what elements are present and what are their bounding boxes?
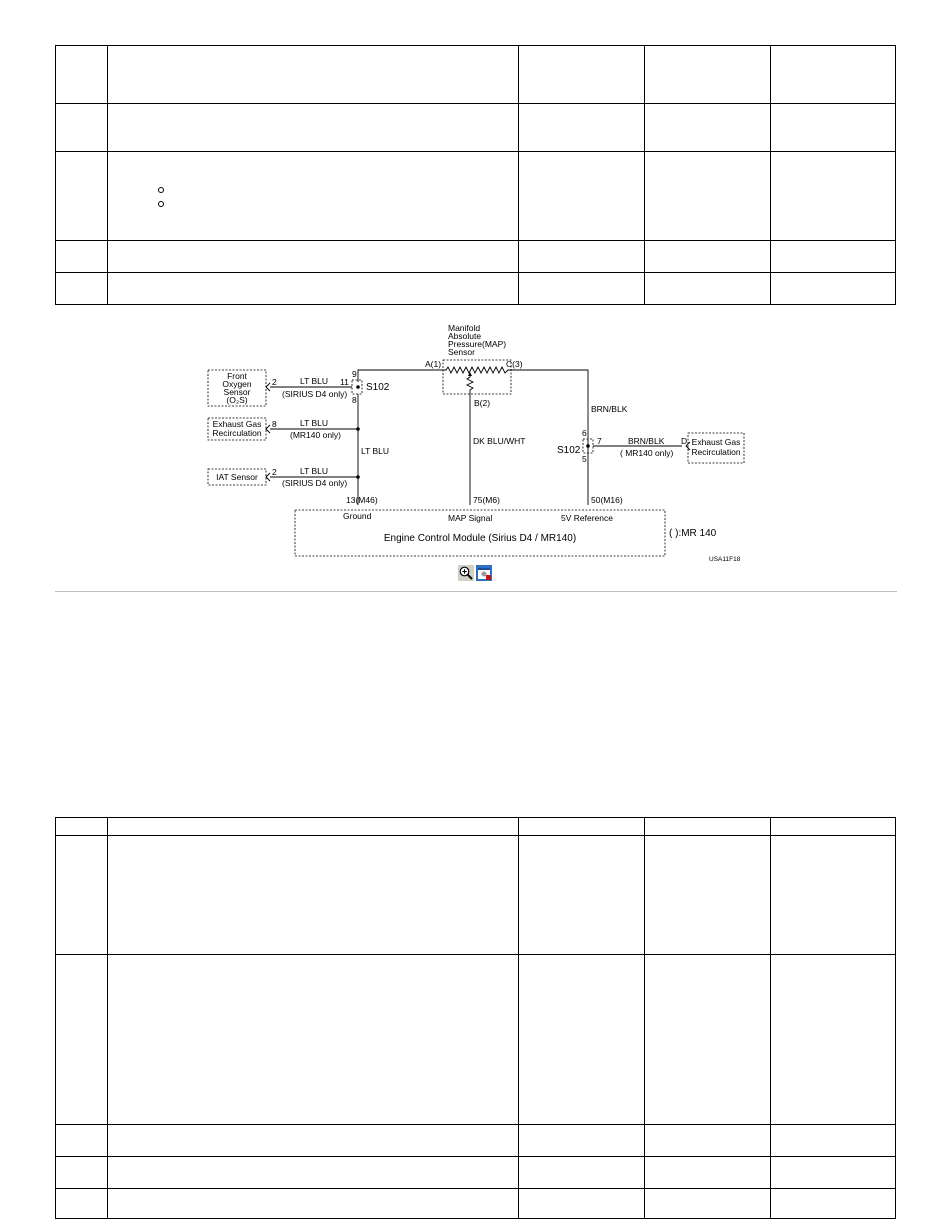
map-sensor-label-line-1: Manifold (448, 323, 481, 333)
table-cell (519, 836, 645, 955)
o2s-pin: 2 (272, 377, 277, 387)
map-pin-a: A(1) (425, 359, 442, 369)
ecm-pin-ground: 13(M46) (346, 495, 378, 505)
list-item (158, 194, 568, 208)
section-divider (55, 591, 897, 592)
ecm-label-ground: Ground (343, 511, 372, 521)
wire-brn-blk-vertical-label: BRN/BLK (591, 404, 628, 414)
table-cell (645, 955, 771, 1125)
table-cell (645, 836, 771, 955)
table-cell (519, 241, 645, 273)
iat-label: IAT Sensor (216, 472, 258, 482)
splice-right-pin-top: 6 (582, 428, 587, 438)
table-cell (771, 955, 896, 1125)
table-cell (519, 104, 645, 152)
ecm-note: ( ):MR 140 (669, 528, 717, 539)
magnifier-plus-icon[interactable] (458, 565, 474, 581)
wire-brn-blk-right-note: ( MR140 only) (620, 448, 674, 458)
map-sensor-wiper (467, 374, 473, 408)
table-cell (645, 1125, 771, 1157)
table-cell (645, 818, 771, 836)
map-pin-c: C(3) (506, 359, 523, 369)
wire-lt-blu-iat-label: LT BLU (300, 466, 329, 476)
table-cell (56, 104, 108, 152)
o2s-label-line-4: (O₂S) (226, 395, 248, 405)
table-cell (108, 241, 519, 273)
table-header-row (56, 818, 896, 836)
map-sensor-wiring-diagram (200, 322, 750, 572)
table-cell (56, 152, 108, 241)
splice-right-pin-bottom: 5 (582, 454, 587, 464)
table-row (56, 273, 896, 305)
ecm-pin-ref: 50(M16) (591, 495, 623, 505)
image-view-icon[interactable] (476, 565, 492, 581)
splice-right-label: S102 (557, 445, 581, 456)
figure-code: USA11F18 (709, 556, 741, 563)
table-row (56, 1157, 896, 1189)
o2s-label-line-1: Front (227, 371, 247, 381)
table-cell (771, 836, 896, 955)
table-cell (771, 1125, 896, 1157)
table-cell (56, 46, 108, 104)
table-row (56, 1189, 896, 1219)
table-row (56, 955, 896, 1125)
table-cell (519, 1189, 645, 1219)
table-cell (108, 152, 519, 241)
table-cell (519, 1125, 645, 1157)
table-cell (645, 1189, 771, 1219)
table-cell (771, 818, 896, 836)
ecm-label-map: MAP Signal (448, 513, 493, 523)
table-cell (519, 46, 645, 104)
egr-left-pin: 8 (272, 419, 277, 429)
splice-left-node (356, 385, 360, 389)
table-cell (519, 273, 645, 305)
table-row (56, 104, 896, 152)
table-cell (56, 273, 108, 305)
table-row (56, 836, 896, 955)
egr-right-label-line-2: Recirculation (691, 447, 741, 457)
hollow-bullet-icon (158, 201, 164, 207)
wire-dk-blu-wht-label: DK BLU/WHT (473, 436, 526, 446)
iat-pin: 2 (272, 467, 277, 477)
table-cell (519, 1157, 645, 1189)
diagram-toolbar (458, 565, 494, 583)
table-cell (108, 955, 519, 1125)
map-pin-b: B(2) (474, 398, 491, 408)
splice-left-label: S102 (366, 382, 390, 393)
egr-right-label-line-1: Exhaust Gas (691, 437, 741, 447)
table-cell (771, 1157, 896, 1189)
ecm-title: Engine Control Module (Sirius D4 / MR140) (383, 533, 577, 544)
table-cell (771, 46, 896, 104)
egr-left-connector-icon (266, 425, 270, 433)
list-item (158, 180, 568, 194)
diagnostic-table-top (55, 45, 896, 305)
hollow-bullet-icon (158, 187, 164, 193)
o2s-label-line-3: Sensor (223, 387, 251, 397)
ecm-label-ref: 5V Reference (561, 513, 613, 523)
table-cell (519, 818, 645, 836)
table-cell (56, 818, 108, 836)
wire-lt-blu-vertical-label: LT BLU (361, 446, 390, 456)
map-sensor-label-line-2: Absolute (448, 331, 482, 341)
map-sensor-box (443, 360, 511, 394)
wire-lt-blu-o2s-note: (SIRIUS D4 only) (282, 389, 348, 399)
table-row (56, 241, 896, 273)
map-sensor-label-line-4: Sensor (448, 347, 475, 357)
splice-left-pin-in: 11 (340, 377, 349, 387)
table-cell (108, 818, 519, 836)
table-row (56, 1125, 896, 1157)
table-cell (645, 273, 771, 305)
table-cell (108, 104, 519, 152)
table-cell (645, 46, 771, 104)
bullet-list (158, 180, 568, 208)
table-cell (645, 1157, 771, 1189)
map-sensor-resistor (443, 367, 511, 373)
table-cell (108, 1125, 519, 1157)
table-cell (108, 46, 519, 104)
table-cell (771, 241, 896, 273)
junction-node (356, 475, 360, 479)
table-row (56, 152, 896, 241)
egr-right-pin: D (681, 436, 688, 446)
table-cell (56, 1157, 108, 1189)
iat-connector-icon (266, 473, 270, 481)
egr-left-label-line-1: Exhaust Gas (212, 419, 262, 429)
wire-lt-blu-o2s-label: LT BLU (300, 376, 329, 386)
table-cell (645, 152, 771, 241)
table-row (56, 46, 896, 104)
wire-lt-blu-egr-note: (MR140 only) (290, 430, 342, 440)
wire-lt-blu-iat-note: (SIRIUS D4 only) (282, 478, 348, 488)
table-cell (771, 1189, 896, 1219)
table-cell (108, 836, 519, 955)
table-cell (771, 273, 896, 305)
table-cell (56, 241, 108, 273)
table-cell (56, 1125, 108, 1157)
diagnostic-table-bottom (55, 817, 896, 1219)
map-sensor-label-line-3: Pressure(MAP) (448, 339, 507, 349)
splice-right-pin-out: 7 (597, 436, 602, 446)
table-cell (771, 104, 896, 152)
junction-node (356, 427, 360, 431)
table-cell (56, 955, 108, 1125)
table-cell (108, 273, 519, 305)
splice-right-node (586, 444, 590, 448)
splice-left-pin-bottom: 8 (352, 395, 357, 405)
wire-brn-blk-right-label: BRN/BLK (628, 436, 665, 446)
ecm-pin-map: 75(M6) (473, 495, 500, 505)
o2s-connector-icon (266, 383, 270, 391)
egr-left-label-line-2: Recirculation (212, 428, 262, 438)
table-cell (108, 1189, 519, 1219)
wire-lt-blu-egr-label: LT BLU (300, 418, 329, 428)
table-cell (771, 152, 896, 241)
table-cell (108, 1157, 519, 1189)
table-cell (645, 241, 771, 273)
table-cell (519, 955, 645, 1125)
wire-map-a-to-s102 (358, 370, 443, 382)
splice-left-pin-top: 9 (352, 369, 357, 379)
o2s-label-line-2: Oxygen (222, 379, 252, 389)
table-cell (56, 1189, 108, 1219)
table-cell (56, 836, 108, 955)
table-cell (645, 104, 771, 152)
